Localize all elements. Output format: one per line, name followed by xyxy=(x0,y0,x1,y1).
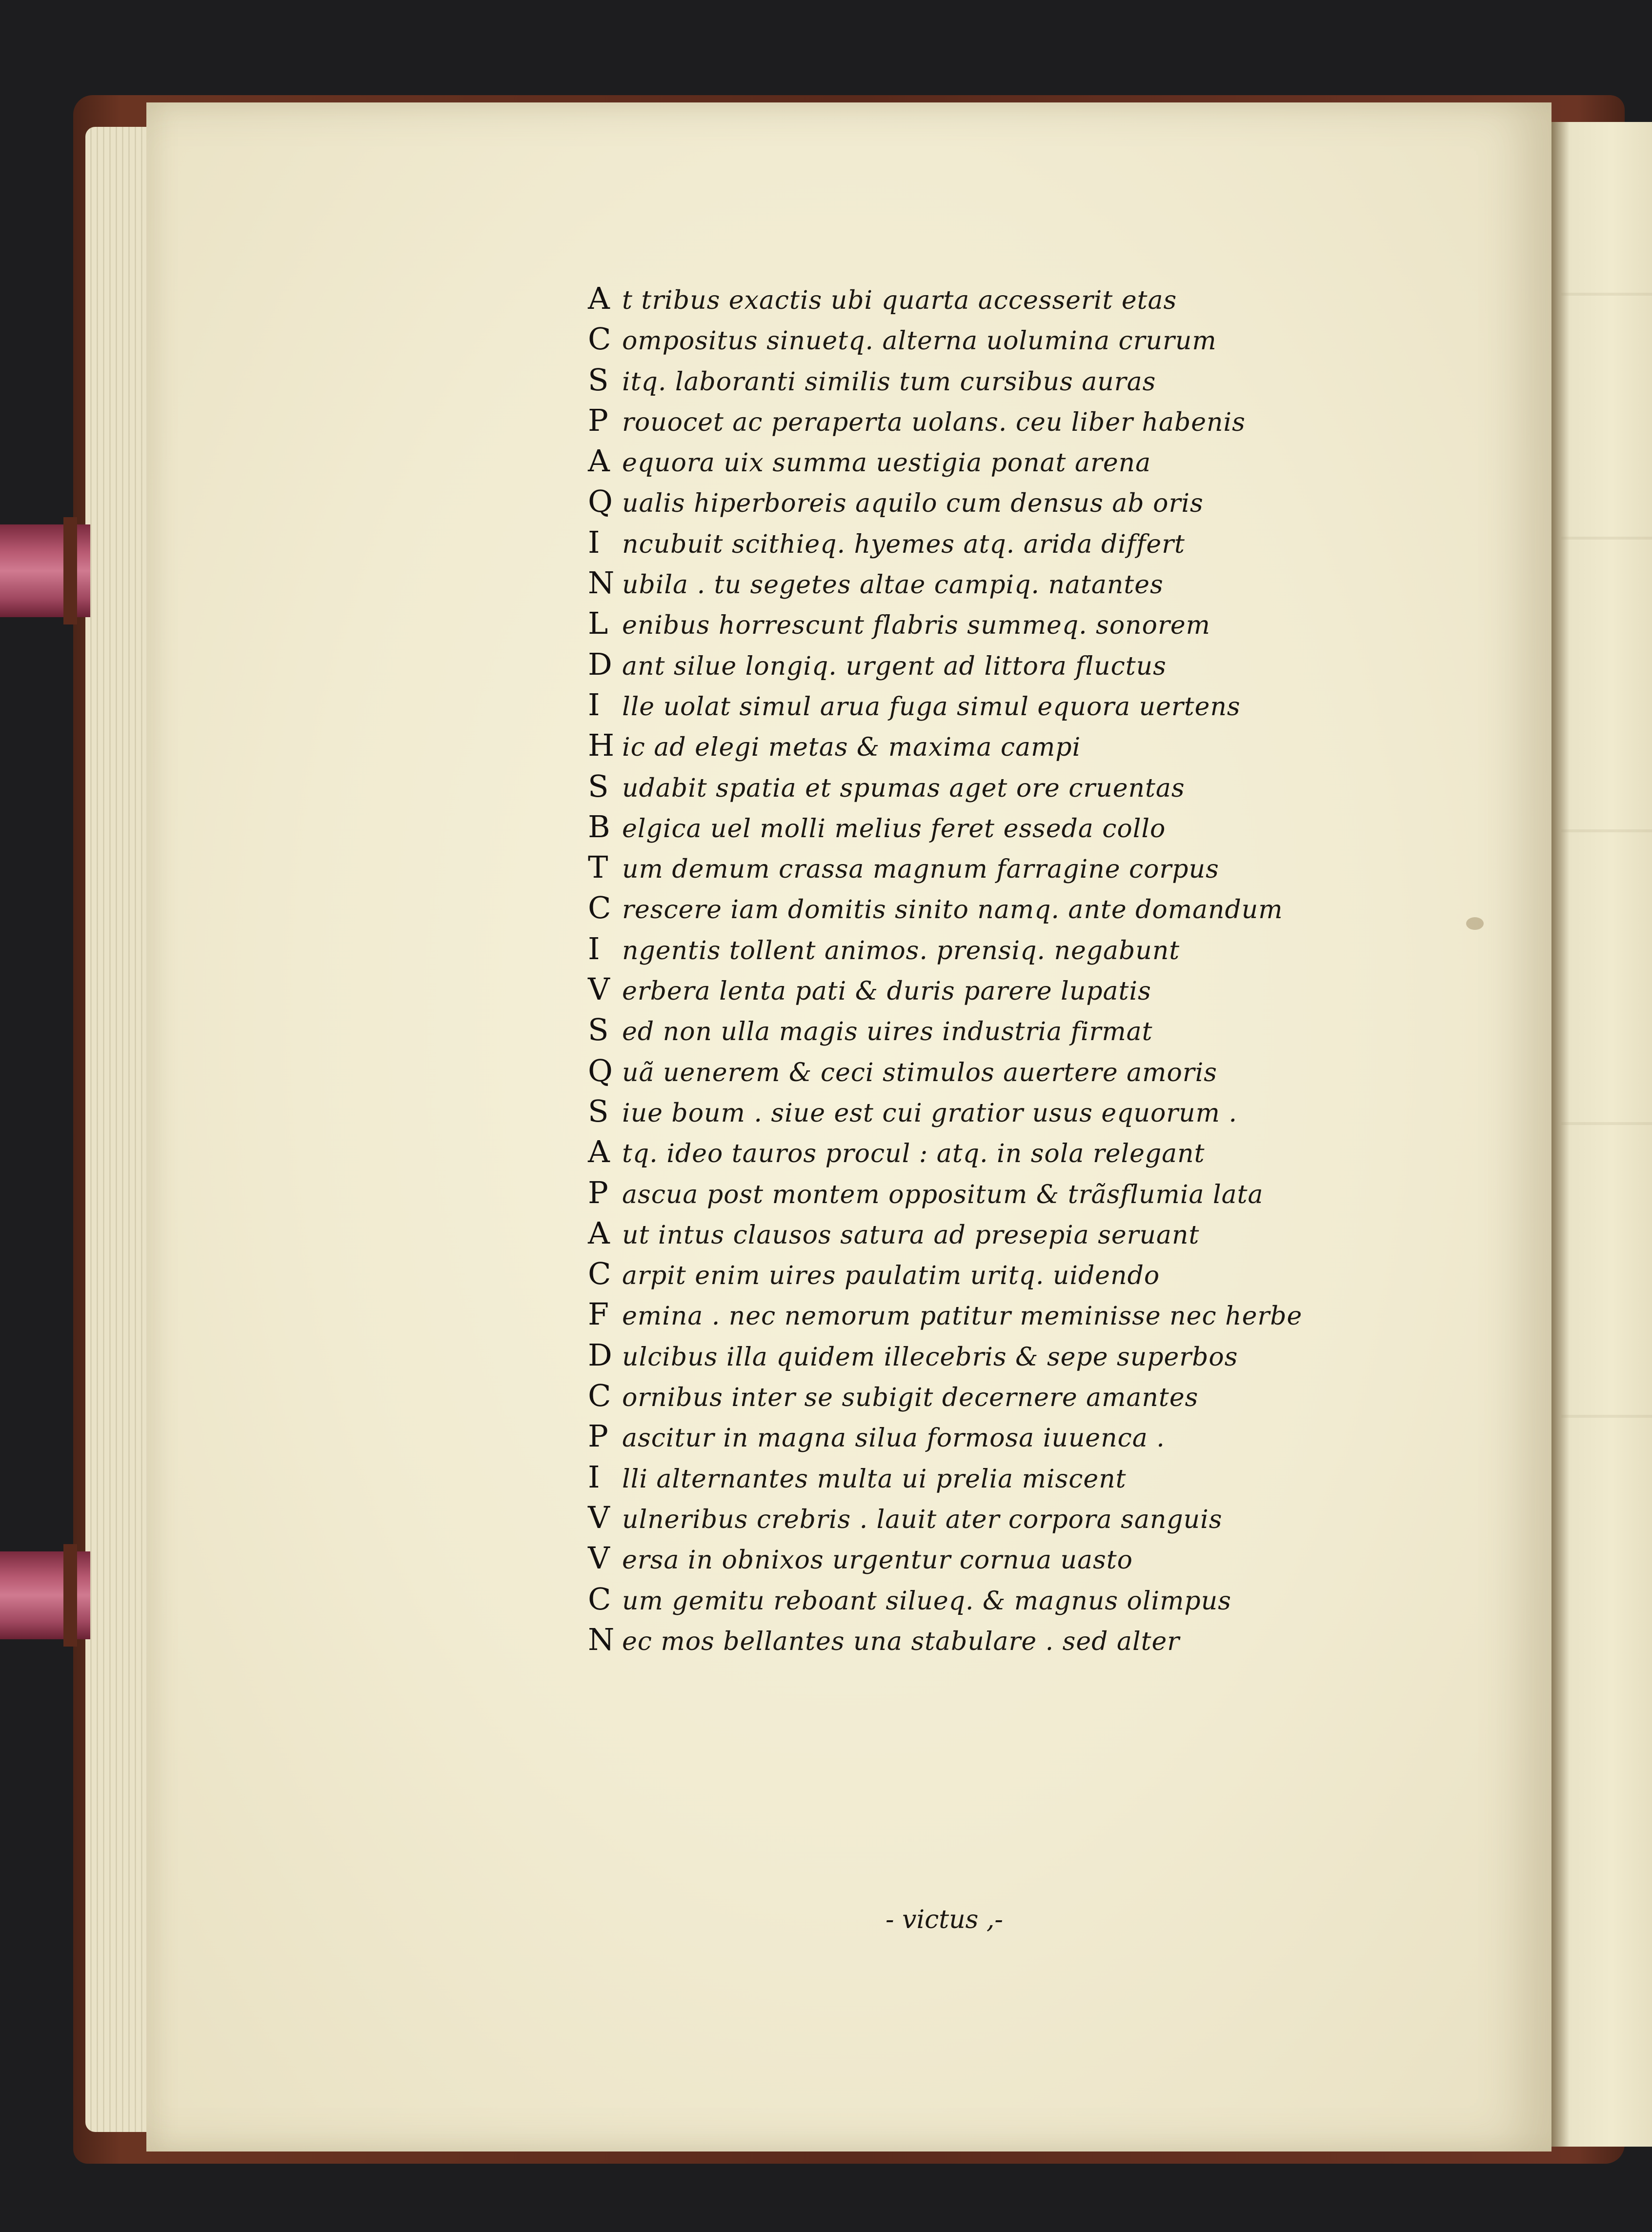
verse-text: ant silue longiq. urgent ad littora fluctus xyxy=(622,651,1167,681)
verse-initial: P xyxy=(588,1418,609,1454)
verse-line xyxy=(588,1538,1393,1578)
verse-text: um gemitu reboant silueq. & magnus olimpus xyxy=(622,1586,1231,1616)
facing-page-edge xyxy=(1551,122,1652,2147)
verse-text: uã uenerem & ceci stimulos auertere amoris xyxy=(622,1058,1217,1087)
verse-initial: I xyxy=(588,686,601,723)
verse-initial: I xyxy=(588,1459,601,1495)
verse-text: ersa in obnixos urgentur cornua uasto xyxy=(622,1546,1133,1575)
verse-initial: Q xyxy=(588,1052,613,1088)
verse-line xyxy=(588,441,1393,481)
verse-text: elgica uel molli melius feret esseda collo xyxy=(622,814,1166,844)
ribbon-anchor-upper xyxy=(63,517,77,624)
verse-text: tq. ideo tauros procul : atq. in sola relegant xyxy=(622,1139,1205,1169)
verse-text: lle uolat simul arua fuga simul equora uertens xyxy=(622,692,1241,722)
verse-initial: B xyxy=(588,808,611,845)
verse-text: ngentis tollent animos. prensiq. negabunt xyxy=(622,936,1180,965)
verse-line xyxy=(588,278,1393,319)
verse-line xyxy=(588,1294,1393,1334)
verse-initial: I xyxy=(588,524,601,560)
verse-text: ubila . tu segetes altae campiq. natantes xyxy=(622,570,1164,600)
verse-line xyxy=(588,806,1393,847)
verse-initial: D xyxy=(588,646,613,682)
verse-text: equora uix summa uestigia ponat arena xyxy=(622,448,1151,478)
verse-text: ulneribus crebris . lauit ater corpora sanguis xyxy=(622,1505,1223,1534)
verse-text: itq. laboranti similis tum cursibus auras xyxy=(622,367,1156,397)
verse-text: ascua post montem oppositum & trãsflumia lata xyxy=(622,1180,1264,1209)
verse-text: iue boum . siue est cui gratior usus equorum . xyxy=(622,1098,1237,1128)
verse-line xyxy=(588,319,1393,359)
verse-line xyxy=(588,1050,1393,1091)
verse-text: emina . nec nemorum patitur meminisse nec herbe xyxy=(622,1302,1303,1331)
verse-line xyxy=(588,522,1393,563)
verse-initial: P xyxy=(588,402,609,438)
verse-initial: T xyxy=(588,849,609,885)
facing-page-ruling xyxy=(1561,293,1652,296)
verse-initial: V xyxy=(588,971,610,1007)
verse-block xyxy=(588,278,1393,1660)
verse-initial: N xyxy=(588,1621,615,1657)
verse-initial: V xyxy=(588,1540,610,1576)
verse-line xyxy=(588,1172,1393,1213)
verse-line xyxy=(588,1131,1393,1172)
verse-initial: S xyxy=(588,768,609,804)
verse-line xyxy=(588,887,1393,928)
verse-line xyxy=(588,684,1393,725)
verse-line xyxy=(588,766,1393,806)
verse-initial: F xyxy=(588,1296,610,1332)
verse-initial: H xyxy=(588,727,615,764)
verse-line xyxy=(588,1335,1393,1375)
verse-line xyxy=(588,847,1393,887)
verse-text: enibus horrescunt flabris summeq. sonorem xyxy=(622,611,1210,641)
verse-initial: A xyxy=(588,281,610,316)
verse-text: lli alternantes multa ui prelia miscent xyxy=(622,1464,1127,1494)
facing-page-ruling xyxy=(1561,1415,1652,1418)
page-edges xyxy=(85,127,154,2132)
verse-line xyxy=(588,1416,1393,1456)
verse-initial: C xyxy=(588,1378,612,1414)
verse-initial: V xyxy=(588,1499,610,1535)
verse-text: ncubuit scithieq. hyemes atq. arida differt xyxy=(622,529,1185,559)
verse-initial: N xyxy=(588,565,615,601)
facing-page-ruling xyxy=(1561,829,1652,832)
verse-line xyxy=(588,928,1393,969)
verse-text: arpit enim uires paulatim uritq. uidendo xyxy=(622,1261,1160,1291)
verse-initial: C xyxy=(588,321,612,357)
verse-initial: D xyxy=(588,1337,613,1373)
verse-text: rouocet ac peraperta uolans. ceu liber habenis xyxy=(622,407,1246,437)
verse-text: rescere iam domitis sinito namq. ante domandum xyxy=(622,895,1283,925)
verse-text: t tribus exactis ubi quarta accesserit etas xyxy=(622,286,1177,315)
page-stain xyxy=(1466,917,1484,930)
verse-initial: A xyxy=(588,1215,610,1251)
verse-initial: L xyxy=(588,605,609,642)
verse-text: ic ad elegi metas & maxima campi xyxy=(622,733,1081,763)
verse-line xyxy=(588,481,1393,522)
verse-line xyxy=(588,563,1393,603)
verse-line xyxy=(588,1253,1393,1294)
verse-line xyxy=(588,1375,1393,1416)
verse-text: erbera lenta pati & duris parere lupatis xyxy=(622,977,1151,1006)
verse-text: ut intus clausos satura ad presepia seruant xyxy=(622,1220,1200,1250)
verse-text: udabit spatia et spumas aget ore cruentas xyxy=(622,773,1185,803)
catchword: - victus ,- xyxy=(886,1905,1003,1934)
verse-line xyxy=(588,1091,1393,1131)
verse-text: um demum crassa magnum farragine corpus xyxy=(622,855,1219,885)
verse-text: ualis hiperboreis aquilo cum densus ab oris xyxy=(622,489,1204,519)
verse-initial: C xyxy=(588,1256,612,1292)
verse-line xyxy=(588,969,1393,1009)
verse-line xyxy=(588,360,1393,400)
verse-initial: S xyxy=(588,1012,609,1048)
verse-text: ed non ulla magis uires industria firmat xyxy=(622,1017,1153,1047)
verse-initial: A xyxy=(588,1134,610,1170)
verse-line xyxy=(588,1457,1393,1497)
verse-line xyxy=(588,644,1393,684)
verse-text: ornibus inter se subigit decernere amantes xyxy=(622,1383,1199,1413)
facing-page-ruling xyxy=(1561,537,1652,540)
verse-text: ulcibus illa quidem illecebris & sepe superbos xyxy=(622,1342,1238,1372)
verse-line xyxy=(588,1009,1393,1050)
verse-initial: C xyxy=(588,1581,612,1617)
verse-line xyxy=(588,400,1393,441)
verse-line xyxy=(588,603,1393,643)
facing-page-ruling xyxy=(1561,1122,1652,1125)
verse-initial: S xyxy=(588,362,609,398)
verse-text: ompositus sinuetq. alterna uolumina crurum xyxy=(622,326,1217,356)
verse-text: ascitur in magna silua formosa iuuenca . xyxy=(622,1424,1165,1453)
verse-line xyxy=(588,1619,1393,1660)
verse-line xyxy=(588,725,1393,765)
ribbon-anchor-lower xyxy=(63,1544,77,1647)
verse-line xyxy=(588,1579,1393,1619)
verse-initial: P xyxy=(588,1174,609,1210)
verse-initial: C xyxy=(588,890,612,926)
verse-initial: A xyxy=(588,443,610,479)
verse-initial: S xyxy=(588,1093,609,1129)
verse-line xyxy=(588,1497,1393,1538)
verse-text: ec mos bellantes una stabulare . sed alter xyxy=(622,1627,1180,1656)
verse-initial: Q xyxy=(588,483,613,520)
verse-line xyxy=(588,1213,1393,1253)
verse-initial: I xyxy=(588,930,601,966)
